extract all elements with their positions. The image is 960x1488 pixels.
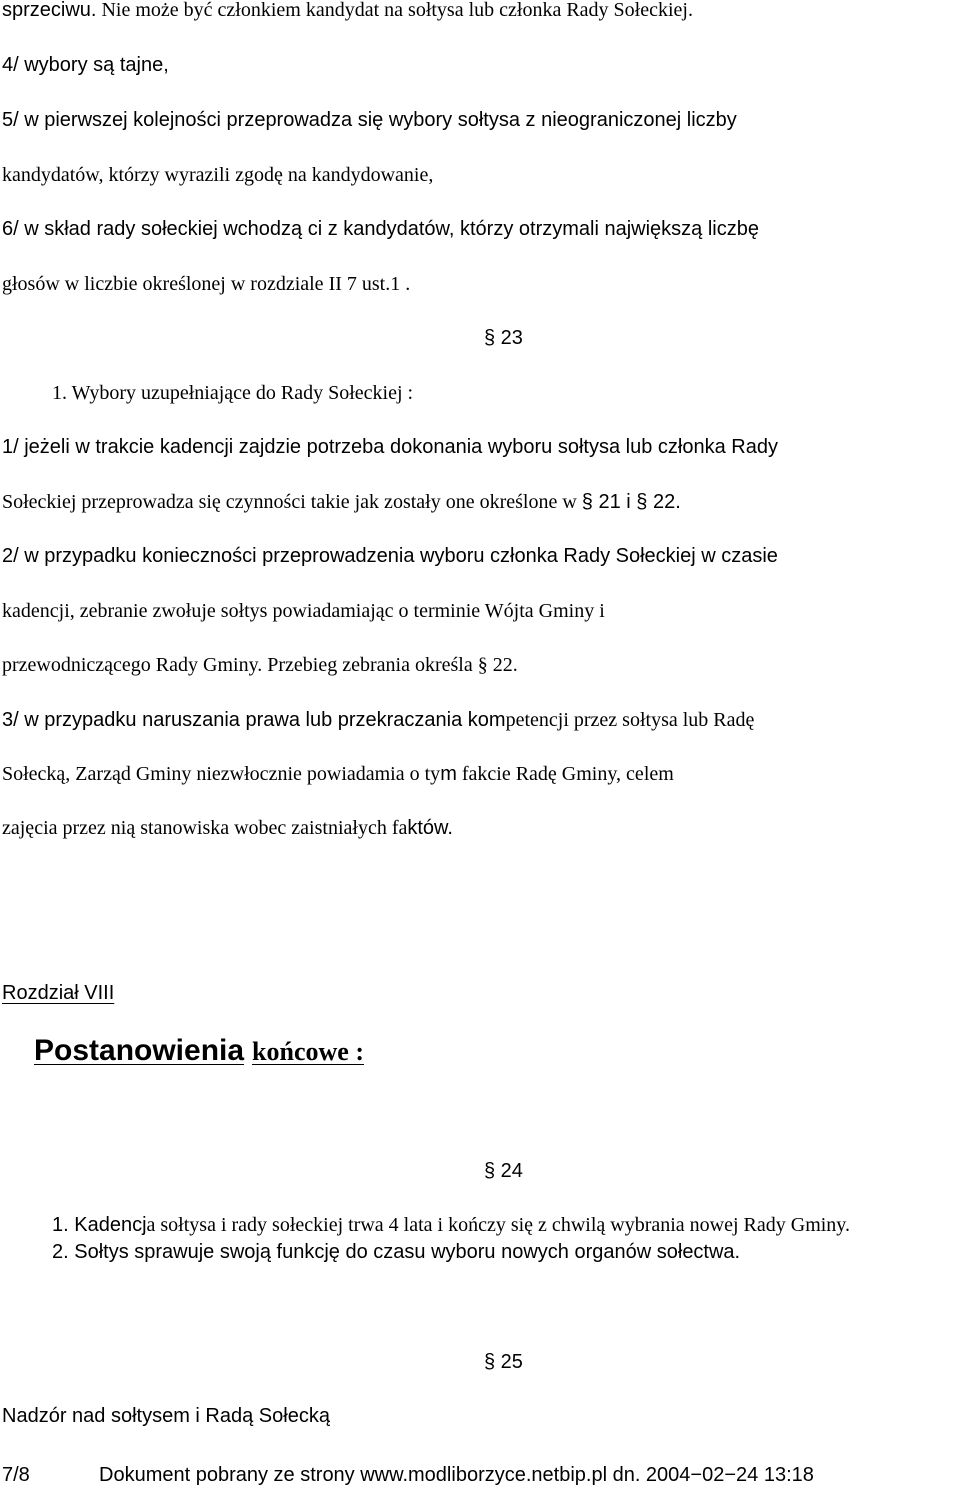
section-25-title: Nadzór nad sołtysem i Radą Sołecką bbox=[2, 1405, 330, 1427]
text-fragment: zajęcia przez nią stanowiska wobec zaistniałych fa bbox=[2, 817, 408, 839]
section-23-item-3 bbox=[2, 710, 754, 730]
list-item-6-continuation: głosów w liczbie określonej w rozdziale II 7 ust.1 . bbox=[2, 273, 411, 295]
chapter-title bbox=[2, 1036, 364, 1066]
text-fragment: sprzeciwu. bbox=[2, 0, 97, 21]
section-23-item-2: 2/ w przypadku konieczności przeprowadzenia wyboru członka Rady Sołeckiej w czasie bbox=[2, 545, 778, 567]
section-24-item-1 bbox=[52, 1215, 850, 1235]
text-fragment: m bbox=[440, 763, 457, 785]
text-fragment: któw. bbox=[407, 817, 453, 839]
text-fragment: 3/ w przypadku naruszania prawa lub przekraczania kom bbox=[2, 709, 506, 731]
section-23-item-2-continuation: przewodniczącego Rady Gminy. Przebieg zebrania określa § 22. bbox=[2, 654, 518, 676]
chapter-title-part: Postanowienia bbox=[34, 1034, 245, 1067]
text-fragment: petencji przez sołtysa lub Radę bbox=[505, 709, 755, 731]
chapter-label: Rozdział VIII bbox=[2, 982, 115, 1004]
list-item-6: 6/ w skład rady sołeckiej wchodzą ci z kandydatów, którzy otrzymali największą liczbę bbox=[2, 218, 759, 240]
section-23-item-2-continuation: kadencji, zebranie zwołuje sołtys powiadamiając o terminie Wójta Gminy i bbox=[2, 600, 605, 622]
text-fragment: Nie może być członkiem kandydat na sołtysa lub członka Rady Sołeckiej. bbox=[96, 0, 693, 21]
section-heading-25: § 25 bbox=[484, 1351, 523, 1373]
text-fragment: a sołtysa i rady sołeckiej trwa 4 lata i kończy się z chwilą wybrania nowej Rady Gminy. bbox=[146, 1214, 851, 1236]
section-23-item-1: 1/ jeżeli w trakcie kadencji zajdzie potrzeba dokonania wyboru sołtysa lub członka Rady bbox=[2, 436, 778, 458]
section-23-item-1-continuation bbox=[2, 492, 681, 512]
section-heading-24: § 24 bbox=[484, 1160, 523, 1182]
section-heading-23: § 23 bbox=[484, 327, 523, 349]
section-23-item-3-continuation bbox=[2, 818, 453, 838]
list-item-4: 4/ wybory są tajne, bbox=[2, 54, 169, 76]
section-23-point-1: 1. Wybory uzupełniające do Rady Sołeckiej : bbox=[52, 382, 414, 404]
list-item-5: 5/ w pierwszej kolejności przeprowadza się wybory sołtysa z nieograniczonej liczby bbox=[2, 109, 737, 131]
section-24-item-2: 2. Sołtys sprawuje swoją funkcję do czasu wyboru nowych organów sołectwa. bbox=[52, 1241, 741, 1263]
text-fragment: Sołecką, Zarząd Gminy niezwłocznie powiadamia o ty bbox=[2, 763, 441, 785]
text-fragment: Sołeckiej przeprowadza się czynności takie jak zostały one określone w bbox=[2, 491, 577, 513]
page-number: 7/8 bbox=[2, 1464, 30, 1486]
text-fragment: 1. Kadencj bbox=[52, 1214, 147, 1236]
chapter-title-part: końcowe : bbox=[252, 1037, 364, 1066]
list-item-5-continuation: kandydatów, którzy wyrazili zgodę na kandydowanie, bbox=[2, 164, 434, 186]
section-23-item-3-continuation bbox=[2, 764, 674, 784]
text-fragment: fakcie Radę Gminy, celem bbox=[456, 763, 674, 785]
paragraph-line bbox=[2, 0, 693, 20]
footer-source: Dokument pobrany ze strony www.modliborzyce.netbip.pl dn. 2004−02−24 13:18 bbox=[99, 1464, 814, 1486]
section-reference: § 21 i § 22. bbox=[581, 491, 681, 513]
